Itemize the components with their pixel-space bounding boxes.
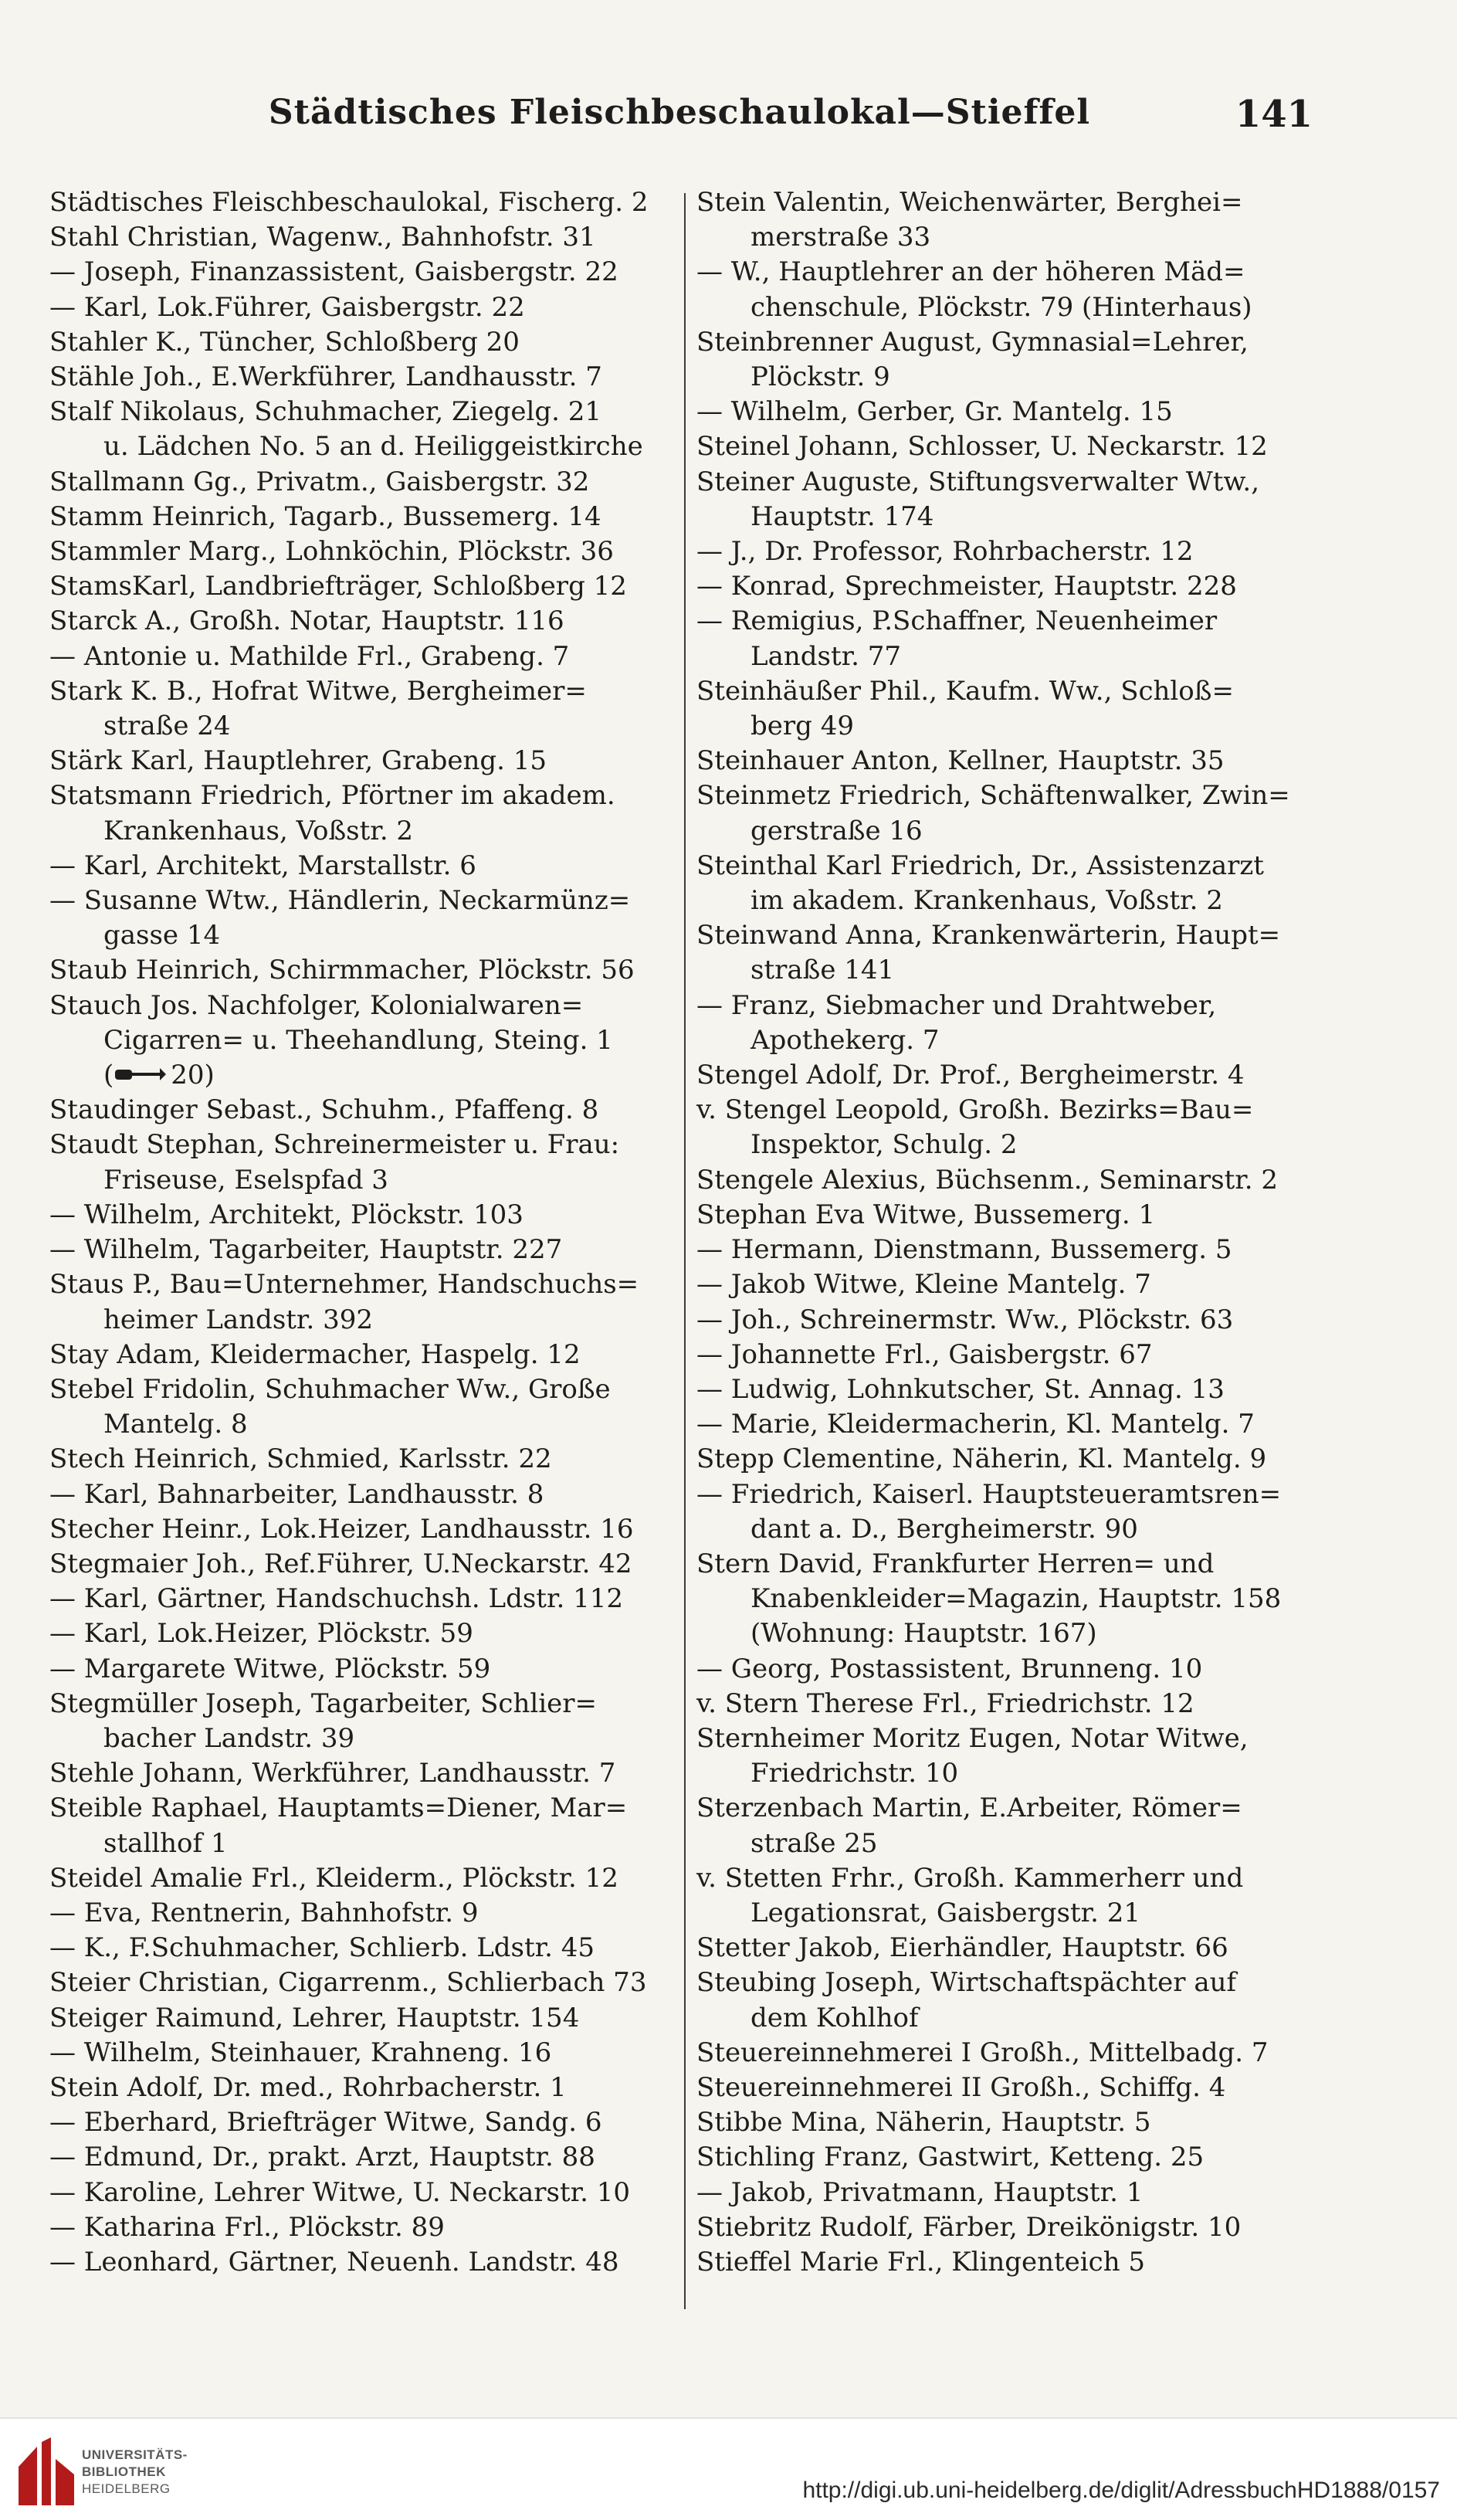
entry-text: berg 49 [751, 711, 854, 742]
directory-entry [49, 1582, 667, 1616]
entry-text: — Franz, Siebmacher und Drahtweber, [696, 989, 1217, 1021]
entry-text: Stieffel Marie Frl., Klingenteich 5 [696, 2246, 1146, 2277]
directory-entry [49, 185, 667, 220]
directory-entry [49, 1233, 667, 1267]
entry-text: Stegmaier Joh., Ref.Führer, U.Neckarstr. 42 [49, 1548, 632, 1579]
directory-entry [49, 744, 667, 778]
entry-text: Steinmetz Friedrich, Schäftenwalker, Zwin= [696, 780, 1290, 812]
telephone-hand-icon [114, 1065, 168, 1084]
entry-text: — Karoline, Lehrer Witwe, U. Neckarstr. 10 [49, 2176, 631, 2208]
directory-entry [49, 2036, 667, 2071]
entry-continuation-line [696, 360, 1314, 395]
entry-text: heimer Landstr. 392 [103, 1304, 373, 1335]
entry-text: Steidel Amalie Frl., Kleiderm., Plöckstr. 12 [49, 1862, 618, 1894]
entry-text: — Karl, Gärtner, Handschuchsh. Ldstr. 112 [49, 1583, 623, 1615]
directory-entry [696, 1687, 1314, 1721]
directory-entry [49, 2176, 667, 2210]
directory-entry [696, 1407, 1314, 1442]
entry-text: Stern David, Frankfurter Herren= und [696, 1548, 1215, 1579]
directory-entry [696, 325, 1314, 360]
directory-entry [49, 1128, 667, 1162]
directory-entry [696, 1477, 1314, 1512]
entry-text: Steiger Raimund, Lehrer, Hauptstr. 154 [49, 2002, 580, 2033]
directory-entry [696, 2105, 1314, 2140]
entry-text: Stallmann Gg., Privatm., Gaisbergstr. 32 [49, 466, 590, 497]
directory-entry [696, 674, 1314, 709]
entry-text: Staub Heinrich, Schirmmacher, Plöckstr. 56 [49, 955, 635, 986]
entry-text: Krankenhaus, Voßstr. 2 [103, 815, 414, 846]
entry-text: — Friedrich, Kaiserl. Hauptsteueramtsren= [696, 1478, 1282, 1510]
entry-text: Steinhauer Anton, Kellner, Hauptstr. 35 [696, 745, 1225, 777]
entry-text: Stebel Fridolin, Schuhmacher Ww., Große [49, 1373, 611, 1405]
entry-continuation-line [49, 1407, 667, 1442]
entry-text: — Katharina Frl., Plöckstr. 89 [49, 2211, 445, 2243]
entry-continuation-line [696, 2001, 1314, 2036]
entry-text: — Karl, Lok.Führer, Gaisbergstr. 22 [49, 291, 525, 323]
entry-text: Stein Valentin, Weichenwärter, Berghei= [696, 187, 1243, 218]
entry-text: Stephan Eva Witwe, Bussemerg. 1 [696, 1199, 1156, 1230]
entry-continuation-line [696, 1023, 1314, 1058]
entry-text: Steinwand Anna, Krankenwärterin, Haupt= [696, 920, 1281, 951]
directory-entry [696, 2036, 1314, 2071]
entry-text: Friedrichstr. 10 [751, 1758, 959, 1789]
library-name-line: UNIVERSITÄTS- [82, 2447, 188, 2462]
entry-text: — Susanne Wtw., Händlerin, Neckarmünz= [49, 885, 631, 917]
entry-text: v. Stern Therese Frl., Friedrichstr. 12 [696, 1687, 1194, 1719]
directory-entry [49, 778, 667, 813]
entry-text: — Remigius, P.Schaffner, Neuenheimer [696, 605, 1218, 637]
directory-entry [49, 674, 667, 709]
entry-text: Stepp Clementine, Näherin, Kl. Mantelg. 9 [696, 1443, 1267, 1475]
directory-entry [49, 1267, 667, 1302]
entry-text: Stahl Christian, Wagenw., Bahnhofstr. 31 [49, 222, 596, 253]
page-number: 141 [1235, 93, 1313, 136]
paren: ( [103, 1060, 114, 1091]
running-head: Städtisches Fleischbeschaulokal—Stieffel [268, 93, 1091, 132]
entry-text: Stärk Karl, Hauptlehrer, Grabeng. 15 [49, 745, 547, 777]
entry-text: v. Stetten Frhr., Großh. Kammerherr und [696, 1862, 1244, 1894]
directory-entry [49, 1512, 667, 1547]
entry-text: Mantelg. 8 [103, 1409, 248, 1440]
entry-continuation-line [696, 1756, 1314, 1791]
directory-entry [696, 534, 1314, 569]
entry-text: Stauch Jos. Nachfolger, Kolonialwaren= [49, 989, 584, 1021]
entry-text: Cigarren= u. Theehandlung, Steing. 1 [103, 1024, 613, 1056]
entry-text: Stahler K., Tüncher, Schloßberg 20 [49, 326, 520, 358]
directory-entry [696, 1372, 1314, 1407]
directory-entry [49, 1616, 667, 1651]
directory-entry [696, 918, 1314, 953]
entry-text: straße 141 [751, 955, 895, 986]
entry-text: Stein Adolf, Dr. med., Rohrbacherstr. 1 [49, 2071, 567, 2103]
entry-text: — Jakob, Privatmann, Hauptstr. 1 [696, 2176, 1144, 2208]
entry-text: — Antonie u. Mathilde Frl., Grabeng. 7 [49, 640, 570, 672]
directory-entry [696, 1338, 1314, 1372]
entry-text: merstraße 33 [751, 222, 931, 253]
entry-text: Staudinger Sebast., Schuhm., Pfaffeng. 8 [49, 1094, 599, 1126]
entry-text: — Wilhelm, Gerber, Gr. Mantelg. 15 [696, 396, 1173, 428]
entry-text: Sterzenbach Martin, E.Arbeiter, Römer= [696, 1792, 1242, 1824]
directory-entry [49, 500, 667, 534]
directory-entry [696, 1267, 1314, 1302]
directory-entry [49, 325, 667, 360]
entry-text: Stammler Marg., Lohnköchin, Plöckstr. 36 [49, 536, 614, 568]
entry-text: — Wilhelm, Architekt, Plöckstr. 103 [49, 1199, 524, 1230]
entry-text: Legationsrat, Gaisbergstr. 21 [751, 1897, 1141, 1928]
entry-text: chenschule, Plöckstr. 79 (Hinterhaus) [751, 291, 1252, 323]
entry-text: straße 24 [103, 711, 231, 742]
entry-continuation-line [696, 639, 1314, 674]
entry-continuation-line [696, 1128, 1314, 1162]
entry-continuation-line [49, 1058, 667, 1093]
directory-entry [696, 1198, 1314, 1233]
entry-text: Stech Heinrich, Schmied, Karlsstr. 22 [49, 1443, 552, 1475]
directory-entry [696, 778, 1314, 813]
entry-text: — J., Dr. Professor, Rohrbacherstr. 12 [696, 536, 1194, 568]
entry-continuation-line [696, 500, 1314, 534]
entry-text: Statsmann Friedrich, Pförtner im akadem. [49, 780, 615, 812]
entry-text: dant a. D., Bergheimerstr. 90 [751, 1513, 1138, 1545]
entry-text: StamsKarl, Landbriefträger, Schloßberg 12 [49, 571, 627, 602]
directory-entry [696, 2210, 1314, 2245]
directory-entry [49, 395, 667, 429]
entry-text: u. Lädchen No. 5 an d. Heiliggeistkirche [103, 431, 643, 463]
entry-text: — Margarete Witwe, Plöckstr. 59 [49, 1653, 491, 1684]
library-name-line: HEIDELBERG [82, 2481, 171, 2496]
directory-entry [696, 1163, 1314, 1198]
entry-text: — Hermann, Dienstmann, Bussemerg. 5 [696, 1234, 1232, 1266]
directory-entry [696, 1547, 1314, 1582]
entry-text: Stark K. B., Hofrat Witwe, Bergheimer= [49, 675, 587, 707]
directory-entry [696, 1721, 1314, 1756]
directory-entry [49, 1093, 667, 1128]
entry-text: bacher Landstr. 39 [103, 1722, 355, 1754]
entry-text: — Eberhard, Briefträger Witwe, Sandg. 6 [49, 2107, 602, 2138]
entry-text: — Marie, Kleidermacherin, Kl. Mantelg. 7 [696, 1409, 1255, 1440]
directory-entry [49, 1756, 667, 1791]
directory-entry [49, 2140, 667, 2175]
directory-entry [696, 465, 1314, 500]
entry-text: Stalf Nikolaus, Schuhmacher, Ziegelg. 21 [49, 396, 602, 428]
directory-entry [696, 1058, 1314, 1093]
directory-entry [696, 989, 1314, 1023]
directory-entry [49, 220, 667, 255]
entry-text: Hauptstr. 174 [751, 500, 934, 532]
entry-text: Steinel Johann, Schlosser, U. Neckarstr. 12 [696, 431, 1268, 463]
entry-text: Stähle Joh., E.Werkführer, Landhausstr. 7 [49, 361, 602, 393]
entry-continuation-line [696, 953, 1314, 988]
entry-text: — Joh., Schreinermstr. Ww., Plöckstr. 63 [696, 1304, 1234, 1335]
entry-text: Stay Adam, Kleidermacher, Haspelg. 12 [49, 1338, 581, 1370]
directory-entry [696, 1233, 1314, 1267]
entry-text: Apothekerg. 7 [751, 1024, 940, 1056]
left-column [49, 185, 667, 2280]
directory-entry [49, 1861, 667, 1896]
entry-text: Staudt Stephan, Schreinermeister u. Frau: [49, 1129, 620, 1161]
entry-text: — Joseph, Finanzassistent, Gaisbergstr. 22 [49, 256, 618, 288]
entry-text: Staus P., Bau=Unternehmer, Handschuchs= [49, 1269, 639, 1301]
entry-text: Stiebritz Rudolf, Färber, Dreikönigstr. 10 [696, 2211, 1242, 2243]
entry-text: Stegmüller Joseph, Tagarbeiter, Schlier= [49, 1687, 597, 1719]
directory-entry [49, 1198, 667, 1233]
directory-entry [696, 1442, 1314, 1477]
directory-entry [49, 1896, 667, 1931]
directory-entry [49, 255, 667, 290]
entry-text: — Karl, Lok.Heizer, Plöckstr. 59 [49, 1618, 473, 1650]
directory-entry [49, 534, 667, 569]
entry-text: (Wohnung: Hauptstr. 167) [751, 1618, 1097, 1650]
entry-text: — W., Hauptlehrer an der höheren Mäd= [696, 256, 1245, 288]
directory-entry [49, 639, 667, 674]
directory-entry [696, 185, 1314, 220]
entry-text: im akadem. Krankenhaus, Voßstr. 2 [751, 885, 1223, 917]
directory-entry [49, 1338, 667, 1372]
directory-entry [696, 569, 1314, 604]
directory-entry [696, 1303, 1314, 1338]
entry-text: — Georg, Postassistent, Brunneng. 10 [696, 1653, 1203, 1684]
entry-text: v. Stengel Leopold, Großh. Bezirks=Bau= [696, 1094, 1254, 1126]
entry-text: Steinthal Karl Friedrich, Dr., Assistenzarzt [696, 850, 1264, 881]
entry-continuation-line [49, 1023, 667, 1058]
directory-entry [696, 849, 1314, 884]
entry-text: Stengele Alexius, Büchsenm., Seminarstr. 2 [696, 1164, 1278, 1196]
entry-continuation-line [49, 1721, 667, 1756]
entry-text: — Karl, Bahnarbeiter, Landhausstr. 8 [49, 1478, 544, 1510]
entry-text: Steuereinnehmerei I Großh., Mittelbadg. 7 [696, 2037, 1269, 2068]
directory-entry [696, 395, 1314, 429]
entry-text: Stengel Adolf, Dr. Prof., Bergheimerstr. 4 [696, 1060, 1245, 1091]
entry-continuation-line [696, 1512, 1314, 1547]
entry-continuation-line [49, 429, 667, 464]
directory-entry [49, 465, 667, 500]
entry-text: — Edmund, Dr., prakt. Arzt, Hauptstr. 88 [49, 2142, 595, 2173]
directory-entry [49, 884, 667, 918]
directory-entry [696, 2245, 1314, 2280]
entry-text: Steinhäußer Phil., Kaufm. Ww., Schloß= [696, 675, 1234, 707]
footer-bar [0, 2417, 1457, 2520]
directory-entry [49, 1652, 667, 1687]
entry-text: Steinbrenner August, Gymnasial=Lehrer, [696, 326, 1249, 358]
entry-continuation-line [49, 814, 667, 849]
entry-text: Steubing Joseph, Wirtschaftspächter auf [696, 1967, 1237, 1999]
directory-entry [49, 2245, 667, 2280]
directory-entry [49, 989, 667, 1023]
entry-text: — Karl, Architekt, Marstallstr. 6 [49, 850, 476, 881]
entry-continuation-line [696, 1582, 1314, 1616]
entry-text: Landstr. 77 [751, 640, 902, 672]
directory-entry [49, 360, 667, 395]
directory-entry [49, 1477, 667, 1512]
entry-continuation-line [696, 1826, 1314, 1861]
entry-text: dem Kohlhof [751, 2002, 919, 2033]
directory-entry [49, 1442, 667, 1477]
directory-entry [696, 255, 1314, 290]
entry-continuation-line [696, 1616, 1314, 1651]
entry-text: Stichling Franz, Gastwirt, Ketteng. 25 [696, 2142, 1205, 2173]
directory-entry [49, 1965, 667, 2000]
entry-continuation-line [696, 290, 1314, 325]
entry-continuation-line [49, 1163, 667, 1198]
entry-text: — Ludwig, Lohnkutscher, St. Annag. 13 [696, 1373, 1225, 1405]
entry-text: Starck A., Großh. Notar, Hauptstr. 116 [49, 605, 564, 637]
entry-text: — Wilhelm, Tagarbeiter, Hauptstr. 227 [49, 1234, 563, 1266]
entry-text: straße 25 [751, 1827, 878, 1859]
directory-entry [696, 1791, 1314, 1826]
entry-text: Stehle Johann, Werkführer, Landhausstr. 7 [49, 1758, 616, 1789]
entry-continuation-line [696, 814, 1314, 849]
entry-continuation-line [49, 709, 667, 744]
entry-text: Steiner Auguste, Stiftungsverwalter Wtw., [696, 466, 1260, 497]
entry-continuation-line [696, 1896, 1314, 1931]
directory-entry [49, 2001, 667, 2036]
entry-text: stallhof 1 [103, 1827, 228, 1859]
directory-entry [49, 849, 667, 884]
entry-continuation-line [49, 1303, 667, 1338]
directory-entry [49, 1372, 667, 1407]
entry-text: — Wilhelm, Steinhauer, Krahneng. 16 [49, 2037, 552, 2068]
entry-continuation-line [49, 918, 667, 953]
column-divider [684, 193, 686, 2309]
directory-entry [49, 1547, 667, 1582]
directory-entry [49, 1931, 667, 1965]
directory-entry [49, 2210, 667, 2245]
entry-text: — Leonhard, Gärtner, Neuenh. Landstr. 48 [49, 2246, 619, 2277]
entry-text: Inspektor, Schulg. 2 [751, 1129, 1018, 1161]
library-name [82, 2447, 188, 2498]
page-header [46, 93, 1313, 147]
directory-entry [49, 953, 667, 988]
directory-entry [696, 429, 1314, 464]
entry-text: gerstraße 16 [751, 815, 923, 846]
library-name-line: BIBLIOTHEK [82, 2464, 166, 2479]
directory-entry [49, 2105, 667, 2140]
entry-text: Knabenkleider=Magazin, Hauptstr. 158 [751, 1583, 1282, 1615]
directory-entry [696, 1093, 1314, 1128]
directory-entry [696, 2176, 1314, 2210]
directory-entry [49, 569, 667, 604]
entry-continuation-line [49, 1826, 667, 1861]
entry-continuation-line [696, 709, 1314, 744]
entry-continuation-line [696, 884, 1314, 918]
entry-text: Stamm Heinrich, Tagarb., Bussemerg. 14 [49, 500, 601, 532]
entry-text: — Eva, Rentnerin, Bahnhofstr. 9 [49, 1897, 479, 1928]
entry-text: — Konrad, Sprechmeister, Hauptstr. 228 [696, 571, 1237, 602]
source-url-link[interactable]: http://digi.ub.uni-heidelberg.de/diglit/AdressbuchHD1888/0157 [802, 2478, 1440, 2503]
entry-text: Sternheimer Moritz Eugen, Notar Witwe, [696, 1722, 1249, 1754]
university-library-logo [14, 2436, 79, 2510]
entry-text: — K., F.Schuhmacher, Schlierb. Ldstr. 45 [49, 1932, 595, 1964]
directory-entry [696, 2140, 1314, 2175]
directory-entry [696, 1931, 1314, 1965]
directory-entry [49, 1687, 667, 1721]
entry-text: 20) [171, 1060, 215, 1091]
directory-entry [49, 1791, 667, 1826]
right-column [696, 185, 1314, 2280]
entry-text: — Johannette Frl., Gaisbergstr. 67 [696, 1338, 1153, 1370]
directory-entry [49, 290, 667, 325]
entry-text: Steuereinnehmerei II Großh., Schiffg. 4 [696, 2071, 1226, 2103]
entry-text: Steible Raphael, Hauptamts=Diener, Mar= [49, 1792, 628, 1824]
entry-text: Stecher Heinr., Lok.Heizer, Landhausstr. 16 [49, 1513, 634, 1545]
directory-entry [696, 2071, 1314, 2105]
directory-entry [49, 2071, 667, 2105]
entry-text: Friseuse, Eselspfad 3 [103, 1164, 388, 1196]
entry-continuation-line [696, 220, 1314, 255]
entry-text: Städtisches Fleischbeschaulokal, Fischerg. 2 [49, 187, 649, 218]
entry-text: Stibbe Mina, Näherin, Hauptstr. 5 [696, 2107, 1151, 2138]
entry-text: gasse 14 [103, 920, 221, 951]
entry-text: — Jakob Witwe, Kleine Mantelg. 7 [696, 1269, 1151, 1301]
directory-entry [696, 1965, 1314, 2000]
directory-entry [49, 604, 667, 639]
directory-entry [696, 744, 1314, 778]
directory-entry [696, 1652, 1314, 1687]
directory-entry [696, 604, 1314, 639]
entry-text: Stetter Jakob, Eierhändler, Hauptstr. 66 [696, 1932, 1228, 1964]
entry-text: Plöckstr. 9 [751, 361, 890, 393]
entry-text: Steier Christian, Cigarrenm., Schlierbach 73 [49, 1967, 647, 1999]
directory-entry [696, 1861, 1314, 1896]
